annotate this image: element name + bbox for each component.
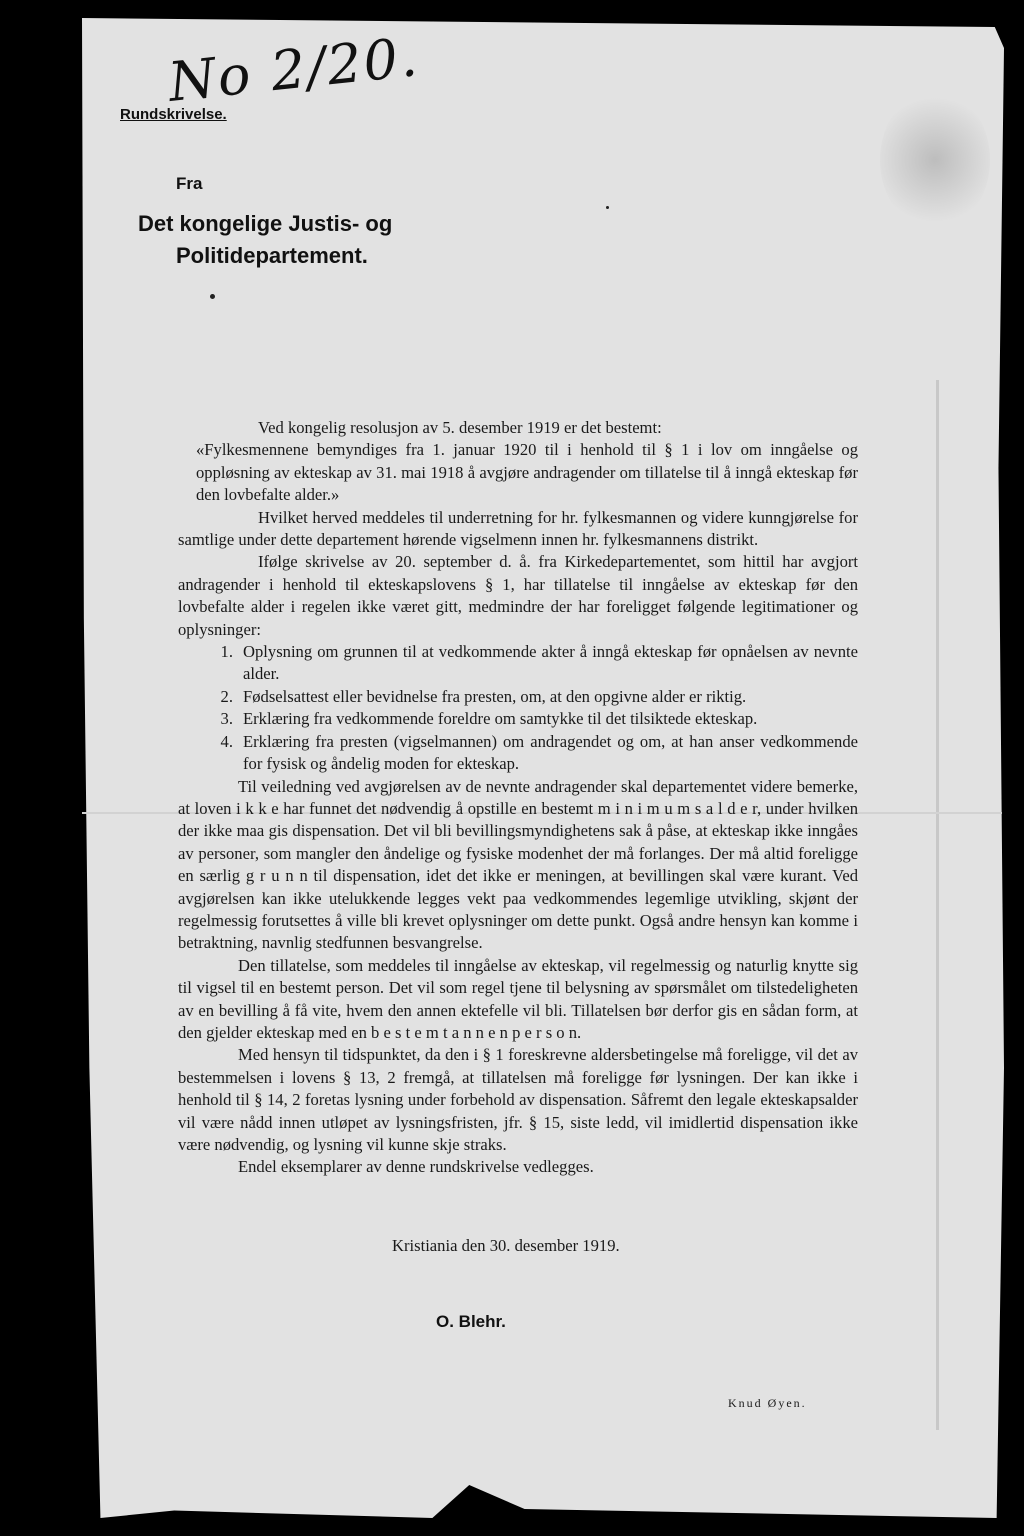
paragraph-timing: Med hensyn til tidspunktet, da den i § 1 foreskrevne aldersbetingelse må foreligge, vil det av bestemmelsen i lovens § 13, 2 fremgå, at tillatelsen må foreligge før lysningen. Der kan ikke i henhold til § 14, 2 foretas lysning under forbehold av dispensation. Såfremt den legale ekteskapsalder vil være nådd innen utløpet av lysningsfristen, jfr. § 15, siste ledd, vil imidlertid dispensation ikke være nødvendig, og lysning vil kunne skje straks. (178, 1045, 858, 1154)
sender-department (138, 208, 392, 272)
requirements-list (178, 641, 858, 775)
place-date: Kristiania den 30. desember 1919. (392, 1236, 620, 1255)
paragraph-permission: Den tillatelse, som meddeles til inngåelse av ekteskap, vil regelmessig og naturlig knytte sig til vigsel til en bestemt person. Det vil som regel tjene til belysning av spørsmålet om tilstedeligheten av en bevilling å få vite, hvem den annen ektefelle vil bli. Tillatelsen bør derfor gis en sådan form, at den gjelder ekteskap med en b e s t e m t a n n e n p e r s o n. (178, 955, 858, 1042)
signature: O. Blehr. (436, 1312, 506, 1331)
handwritten-number: No 2/20. (165, 25, 422, 114)
list-item: 1. Oplysning om grunnen til at vedkommende akter å inngå ekteskap før opnåelsen av nevnte alder. (220, 642, 858, 684)
list-item: 2. Fødselsattest eller bevidnelse fra presten, om, at den opgivne alder er riktig. (220, 686, 747, 706)
paper-stain (880, 90, 990, 230)
circular-body (178, 417, 858, 1179)
paragraph-resolution: Ved kongelig resolusjon av 5. desember 1919 er det bestemt: (258, 418, 662, 437)
paragraph-notice: Hvilket herved meddeles til underretning for hr. fylkesmannen og videre kunngjørelse for samtlige under dette departement hørende vigselmenn innen hr. fylkesmannens distrikt. (178, 507, 858, 550)
list-item: 3. Erklæring fra vedkommende foreldre om samtykke til det tilsiktede ekteskap. (220, 709, 758, 729)
paragraph-letter: Ifølge skrivelse av 20. september d. å. fra Kirkedepartementet, som hittil har avgjort andragender i henhold til ekteskapslovens § 1, har tillatelse til inngåelse av ekteskap før den lovbefalte alder i regelen ikke været gitt, medmindre der har foreligget følgende legitimationer og oplysninger: (178, 552, 858, 639)
department-line-2: Politidepartement. (176, 243, 368, 268)
from-label: Fra (176, 174, 203, 193)
ink-dot (606, 206, 609, 209)
printer-mark: Knud Øyen. (728, 1396, 807, 1410)
fold-line-vertical (936, 380, 939, 1430)
paragraph-quote: «Fylkesmennene bemyndiges fra 1. januar 1920 til i henhold til § 1 i lov om inngåelse og oppløsning av ekteskap av 31. mai 1918 å avgjøre andragender om tillatelse til å inngå ekteskap før den lovbefalte alder.» (196, 440, 858, 505)
list-item: 4. Erklæring fra presten (vigselmannen) om andragendet og om, at han anser vedkommende for fysisk og åndelig moden for ekteskap. (220, 731, 858, 774)
paragraph-copies: Endel eksemplarer av denne rundskrivelse vedlegges. (238, 1157, 594, 1177)
ink-dot (210, 294, 215, 299)
department-line-1: Det kongelige Justis- og (138, 211, 393, 236)
paragraph-guidance: Til veiledning ved avgjørelsen av de nevnte andragender skal departementet videre bemerke, at loven i k k e har funnet det nødvendig å opstille en bestemt m i n i m u m s a l d e r, under hvilken der ikke maa gis dispensation. Det vil bli bevillingsmyndighetens sak å påse, at ekteskap ikke inngåes av personer, som mangler den åndelige og fysiske modenhet der må forlanges. Der må altid foreligge en særlig g r u n n til dispensation, idet det ikke er meningen, at bevillingen skal være kurant. Ved avgjørelsen kan ikke utelukkende legges vekt paa vedkommendes legemlige utvikling, skjønt der regelmessig forutsettes å ville bli krevet oplysninger om dette punkt. Også andre hensyn kan komme i betraktning, navnlig stedfunnen besvangrelse. (178, 776, 858, 953)
document-type-label: Rundskrivelse. (120, 106, 227, 123)
